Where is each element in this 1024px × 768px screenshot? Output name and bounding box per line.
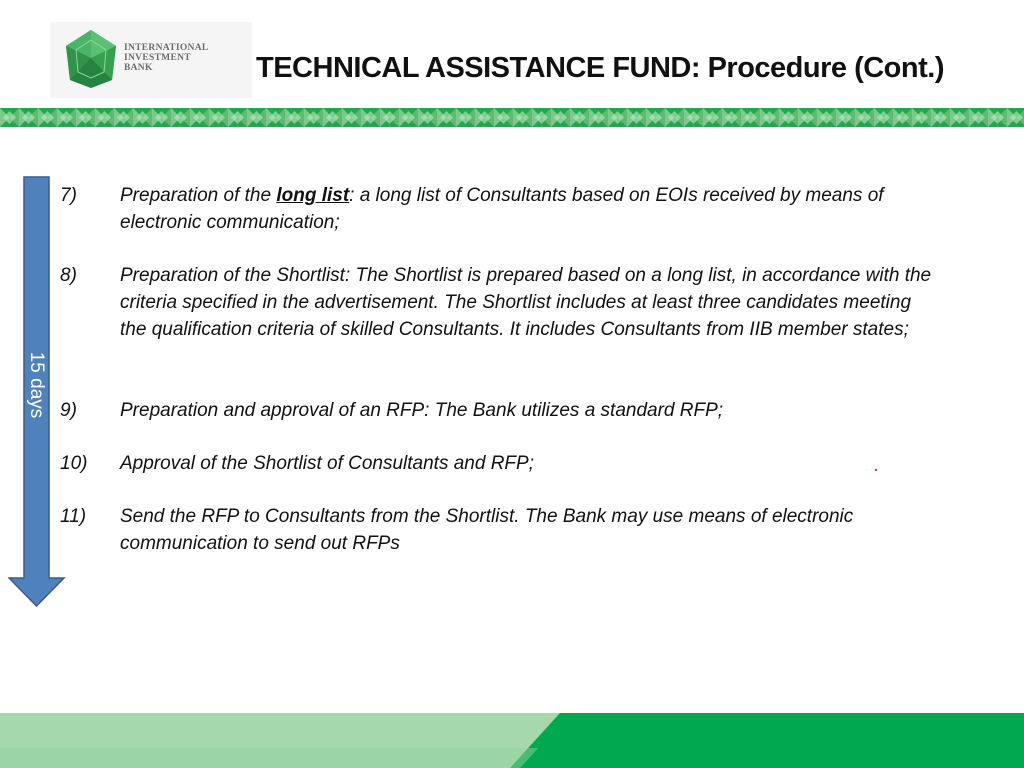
slide-title: TECHNICAL ASSISTANCE FUND: Procedure (Cont.) xyxy=(256,52,944,84)
green-pentagon-emblem-icon xyxy=(64,28,118,90)
step-text: Preparation and approval of an RFP: The Bank utilizes a standard RFP; xyxy=(120,400,724,421)
step-number: 9) xyxy=(60,400,77,421)
step-text-prefix: Preparation of the xyxy=(120,185,277,206)
procedure-steps-list xyxy=(60,182,940,557)
step-number: 7) xyxy=(60,185,77,206)
logo-wordmark xyxy=(124,43,244,73)
logo-line-3: BANK xyxy=(124,63,153,73)
stray-red-mark: . xyxy=(874,455,880,476)
iib-logo xyxy=(50,22,252,98)
long-list-term: long list xyxy=(276,185,350,206)
step-text: Preparation of the Shortlist: The Shortlist is prepared based on a long list, in accordance with the criteria specified in the advertisement. The Shortlist includes at least three candidates meeting the qualification criteria of skilled Consultants. It includes Consultants from IIB member states; xyxy=(120,265,932,340)
step-number: 10) xyxy=(60,453,88,474)
list-item xyxy=(60,182,940,262)
footer-green-band xyxy=(0,713,1024,768)
timeline-duration-label: 15 days xyxy=(26,351,47,419)
step-text xyxy=(120,182,940,236)
list-item xyxy=(60,262,940,397)
step-number: 8) xyxy=(60,265,77,286)
logo-line-1: INTERNATIONAL xyxy=(124,43,209,53)
list-item xyxy=(60,503,940,557)
step-text: Send the RFP to Consultants from the Shortlist. The Bank may use means of electronic communication to send out RFPs xyxy=(120,506,854,554)
step-text: Approval of the Shortlist of Consultants and RFP; xyxy=(120,453,534,474)
step-number: 11) xyxy=(60,506,87,527)
logo-line-2: INVESTMENT xyxy=(124,53,191,63)
decorative-pattern-band xyxy=(0,108,1024,127)
list-item xyxy=(60,450,940,503)
step-text-suffix: : a long list of Consultants based on EOIs received by means of electronic communication; xyxy=(120,185,884,233)
list-item xyxy=(60,397,940,450)
